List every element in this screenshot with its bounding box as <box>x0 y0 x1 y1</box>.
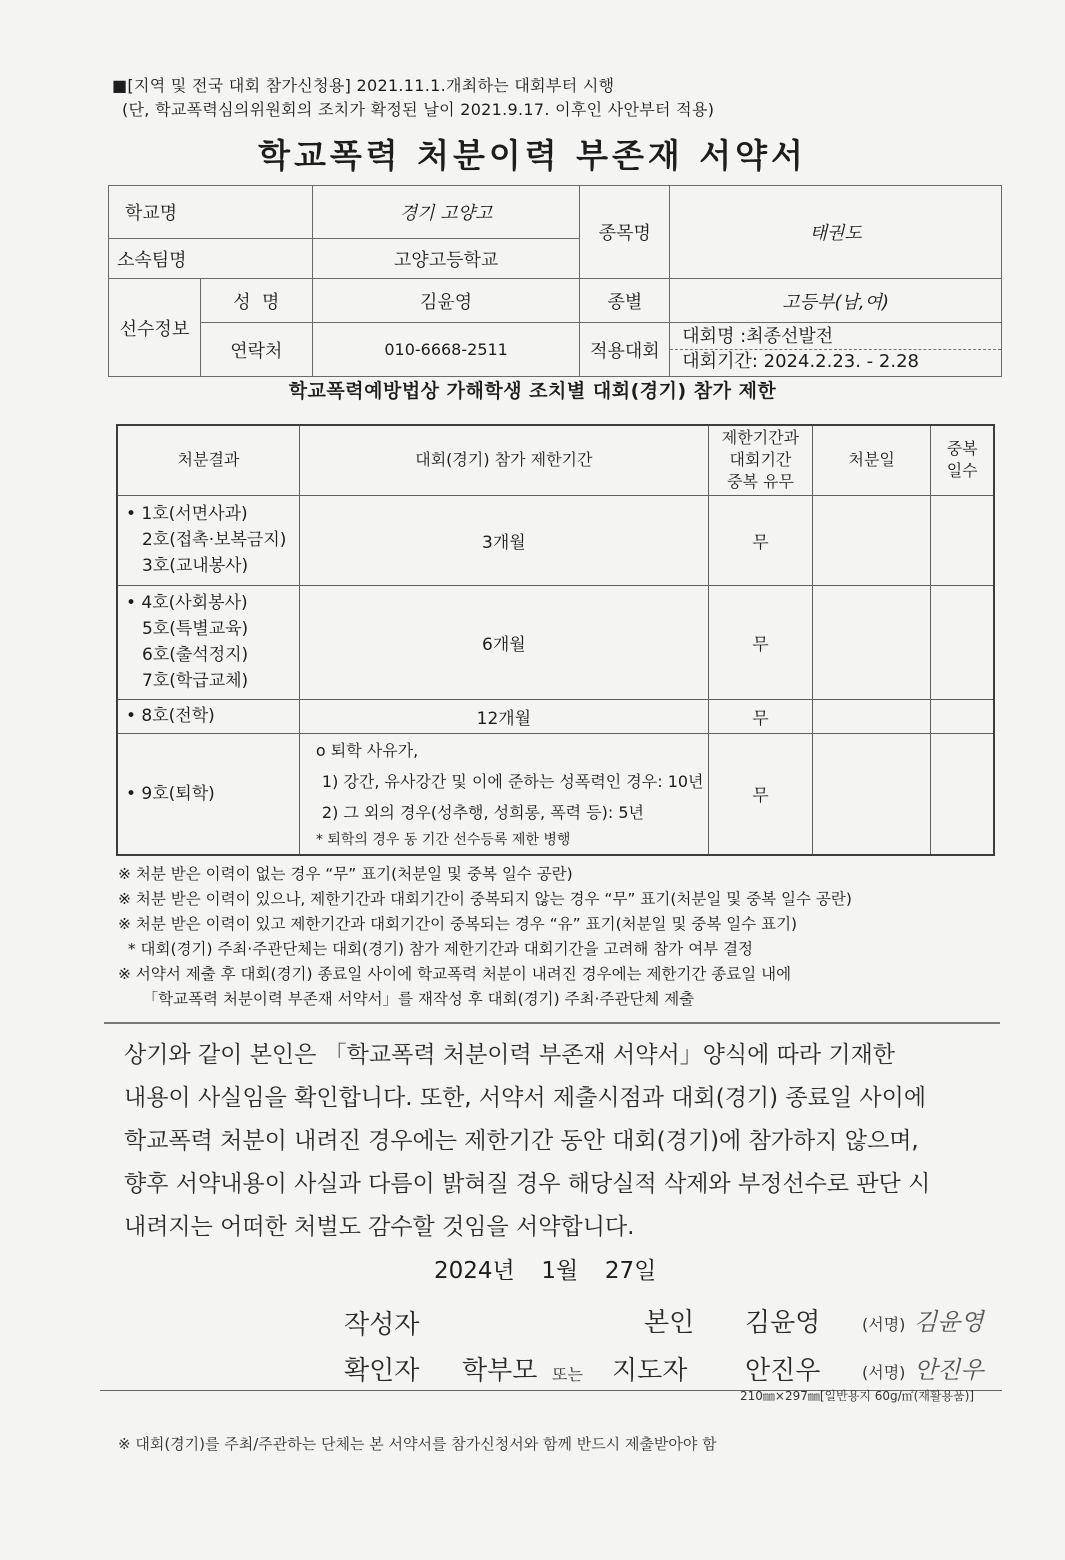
event-label: 종목명 <box>580 186 670 279</box>
event-value: 태권도 <box>670 186 1002 279</box>
notes-list <box>118 862 1008 1012</box>
parent-label: 학부모 <box>462 1356 538 1386</box>
reason-note: * 퇴학의 경우 동 기간 선수등록 제한 병행 <box>315 832 571 849</box>
name-value: 김윤영 <box>312 279 580 323</box>
division-value: 고등부(남,여) <box>670 279 1002 323</box>
overlap-cell: 무 <box>708 733 812 855</box>
result-item: • 1호(서면사과) <box>126 504 248 524</box>
result-item: • 8호(전학) <box>126 706 215 726</box>
period-cell: 3개월 <box>299 495 708 585</box>
coach-label: 지도자 <box>612 1356 688 1386</box>
date-cell[interactable] <box>813 585 931 699</box>
rules-subtitle: 학교폭력예방법상 가해학생 조치별 대회(경기) 참가 제한 <box>288 380 777 402</box>
reason-intro: o 퇴학 사유가, <box>315 741 419 761</box>
header-overlap <box>708 425 812 495</box>
writer-signature: 김윤영 <box>914 1308 984 1336</box>
table-row <box>117 495 994 585</box>
table-row <box>117 733 994 855</box>
writer-label: 작성자 <box>344 1310 420 1340</box>
header-overlap-line2: 대회기간 <box>729 450 792 470</box>
overlap-cell: 무 <box>708 495 812 585</box>
competition-period: 대회기간: 2024.2.23. - 2.28 <box>682 351 919 372</box>
confirmer-sign-label: (서명) <box>862 1363 906 1382</box>
note-item: ※ 처분 받은 이력이 없는 경우 “무” 표기(처분일 및 중복 일수 공란) <box>118 865 573 883</box>
paper-spec: 210㎜×297㎜[일반용지 60g/㎡(재활용품)] <box>740 1389 975 1403</box>
result-cell <box>117 733 299 855</box>
note-item: ※ 처분 받은 이력이 있고 제한기간과 대회기간이 중복되는 경우 “유” 표기(처분일 및 중복 일수 표기) <box>118 915 798 933</box>
result-item: • 9호(퇴학) <box>126 783 215 804</box>
table-row <box>117 699 994 733</box>
document-title: 학교폭력 처분이력 부존재 서약서 <box>258 136 807 175</box>
competition-name: 대회명 :최종선발전 <box>670 325 1001 350</box>
note-item: ※ 처분 받은 이력이 있으나, 제한기간과 대회기간이 중복되지 않는 경우 “무” 표기(처분일 및 중복 일수 공란) <box>118 890 852 908</box>
reason-item: 2) 그 외의 경우(성추행, 성희롱, 폭력 등): 5년 <box>321 803 644 823</box>
writer-sign-label: (서명) <box>862 1315 906 1334</box>
pledge-line: 내용이 사실임을 확인합니다. 또한, 서약서 제출시점과 대회(경기) 종료일 사이에 <box>124 1085 927 1111</box>
overlap-cell: 무 <box>708 585 812 699</box>
note-item: * 대회(경기) 주최·주관단체는 대회(경기) 참가 제한기간과 대회기간을 고려해 참가 여부 결정 <box>118 940 754 958</box>
team-value: 고양고등학교 <box>312 239 580 279</box>
note-item: ※ 서약서 제출 후 대회(경기) 종료일 사이에 학교폭력 처분이 내려진 경우에는 제한기간 종료일 내에 <box>118 965 792 983</box>
name-label: 성 명 <box>200 279 312 323</box>
pledge-line: 학교폭력 처분이 내려진 경우에는 제한기간 동안 대회(경기)에 참가하지 않으며, <box>124 1128 919 1154</box>
sanctions-table <box>116 424 995 856</box>
header-date: 처분일 <box>813 425 931 495</box>
result-item: 3호(교내봉사) <box>142 556 249 576</box>
contact-value: 010-6668-2511 <box>312 323 580 377</box>
enforcement-note <box>112 74 714 122</box>
pledge-line: 상기와 같이 본인은 「학교폭력 처분이력 부존재 서약서」양식에 따라 기재한 <box>124 1042 896 1068</box>
footer-note: ※ 대회(경기)를 주최/주관하는 단체는 본 서약서를 참가신청서와 함께 반드시 제출받아야 함 <box>118 1435 717 1453</box>
period-cell: 12개월 <box>299 699 708 733</box>
writer-name: 김윤영 <box>745 1308 821 1338</box>
pledge-line: 향후 서약내용이 사실과 다름이 밝혀질 경우 해당실적 삭제와 부정선수로 판단 시 <box>124 1171 931 1197</box>
athlete-info-label: 선수정보 <box>109 279 201 377</box>
date-cell[interactable] <box>813 699 931 733</box>
self-label: 본인 <box>644 1308 695 1338</box>
result-item: 6호(출석정지) <box>142 645 249 665</box>
header-overlap-line1: 제한기간과 <box>721 428 800 448</box>
school-label: 학교명 <box>109 186 313 239</box>
header-days-line2: 일수 <box>946 461 978 481</box>
team-label: 소속팀명 <box>109 239 313 279</box>
reason-item: 1) 강간, 유사강간 및 이에 준하는 성폭력인 경우: 10년 <box>321 772 704 792</box>
header-days-line1: 중복 <box>946 439 978 459</box>
confirmer-name: 안진우 <box>745 1356 821 1386</box>
competition-label: 적용대회 <box>580 323 670 377</box>
days-cell[interactable] <box>931 733 994 855</box>
result-cell <box>117 699 299 733</box>
result-item: 2호(접촉·보복금지) <box>142 530 287 550</box>
confirmer-signature: 안진우 <box>914 1356 984 1384</box>
competition-value <box>670 323 1002 377</box>
applicant-info-table <box>108 185 1002 377</box>
period-cell: 6개월 <box>299 585 708 699</box>
enforcement-note-line1: ■[지역 및 전국 대회 참가신청용] 2021.11.1.개최하는 대회부터 시행 <box>112 76 615 95</box>
enforcement-note-line2: (단, 학교폭력심의위원회의 조치가 확정된 날이 2021.9.17. 이후인 사안부터 적용) <box>122 100 715 119</box>
days-cell[interactable] <box>931 585 994 699</box>
pledge-text <box>124 1034 994 1249</box>
header-days <box>931 425 994 495</box>
school-value: 경기 고양고 <box>312 186 580 239</box>
contact-label: 연락처 <box>200 323 312 377</box>
table-row <box>117 585 994 699</box>
result-cell <box>117 585 299 699</box>
expulsion-reasons <box>299 733 708 855</box>
header-overlap-line3: 중복 유무 <box>726 472 794 492</box>
date-cell[interactable] <box>813 733 931 855</box>
overlap-cell: 무 <box>708 699 812 733</box>
result-item: • 4호(사회봉사) <box>126 593 248 613</box>
or-label: 또는 <box>552 1365 583 1384</box>
result-item: 7호(학급교체) <box>142 671 249 691</box>
header-period: 대회(경기) 참가 제한기간 <box>299 425 708 495</box>
division-label: 종별 <box>580 279 670 323</box>
days-cell[interactable] <box>931 699 994 733</box>
note-item: 「학교폭력 처분이력 부존재 서약서」를 재작성 후 대회(경기) 주최·주관단체 제출 <box>118 990 695 1008</box>
date-cell[interactable] <box>813 495 931 585</box>
pledge-line: 내려지는 어떠한 처벌도 감수할 것임을 서약합니다. <box>124 1214 635 1240</box>
pledge-date: 2024년 1월 27일 <box>434 1258 657 1284</box>
confirmer-label: 확인자 <box>344 1356 420 1386</box>
result-item: 5호(특별교육) <box>142 619 249 639</box>
result-cell <box>117 495 299 585</box>
header-result: 처분결과 <box>117 425 299 495</box>
days-cell[interactable] <box>931 495 994 585</box>
divider <box>104 1022 1000 1024</box>
